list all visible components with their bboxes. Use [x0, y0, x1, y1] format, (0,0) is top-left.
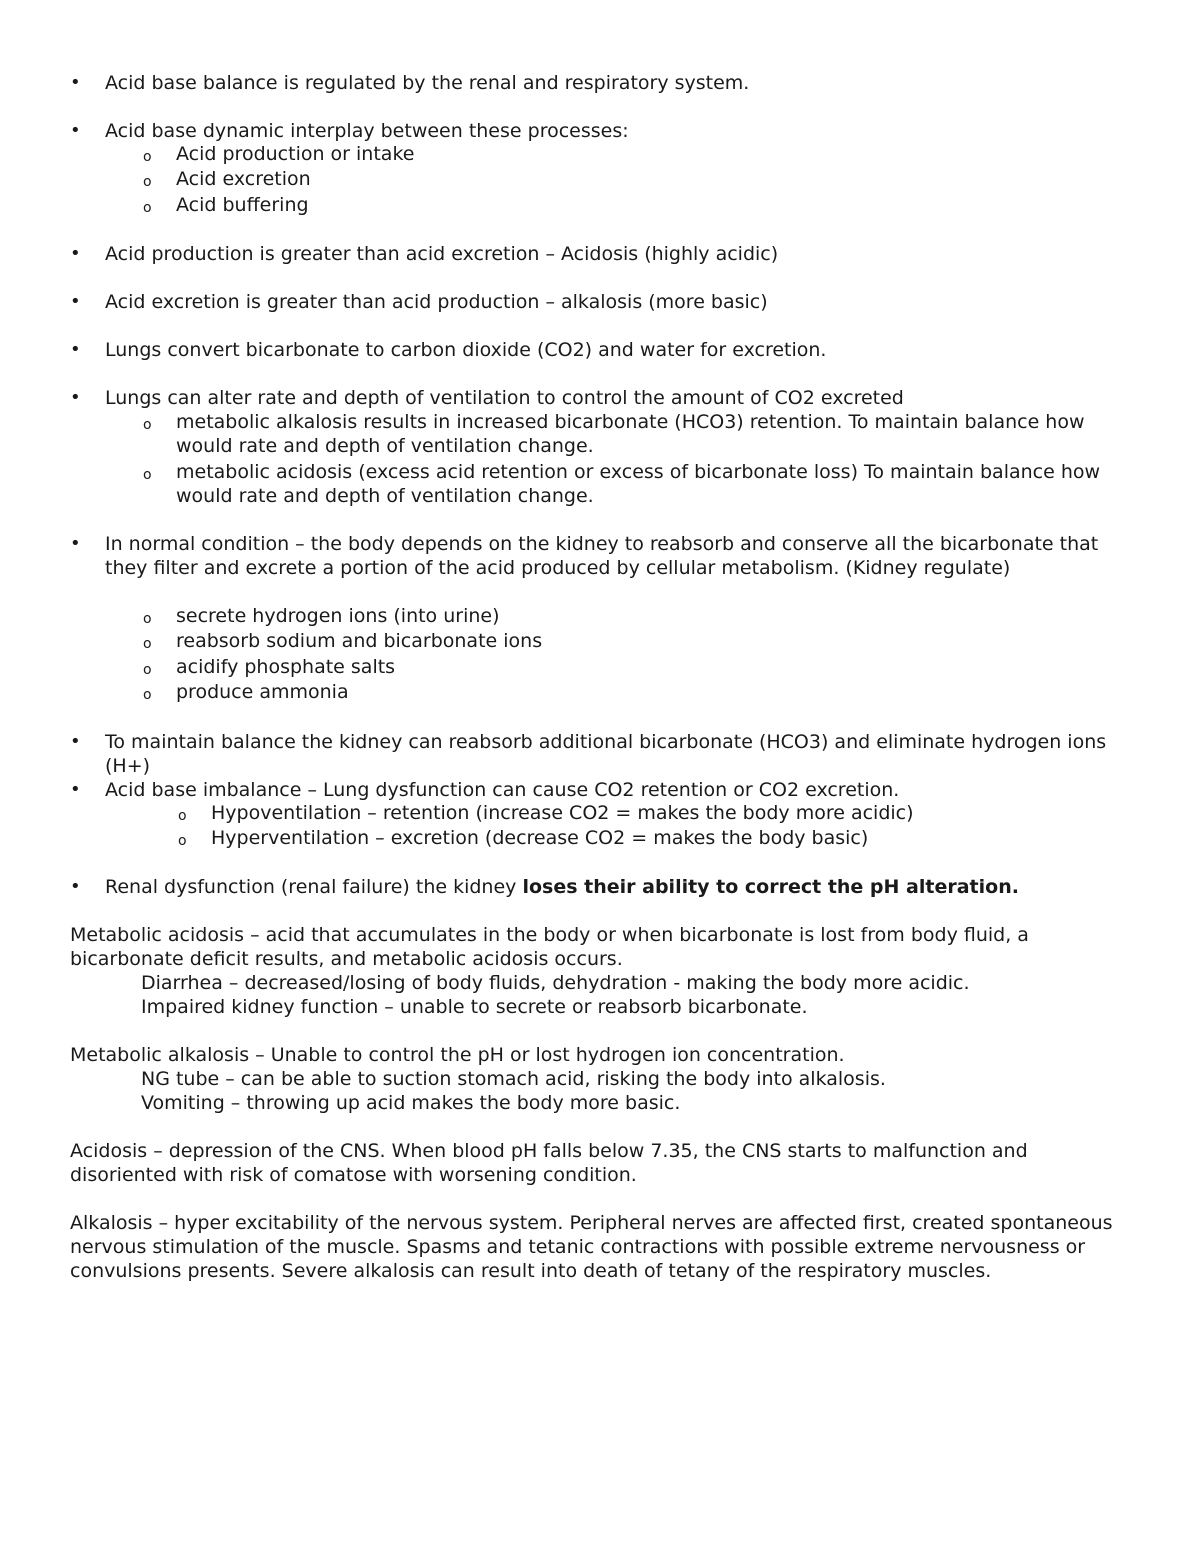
metabolic-alkalosis-paragraph: Metabolic alkalosis – Unable to control the pH or lost hydrogen ion concentration. [70, 1044, 845, 1066]
bullet-marker: • [70, 779, 81, 800]
sub-bullet-text: Acid production or intake [176, 143, 415, 165]
sub-bullet-marker: o [143, 662, 152, 678]
bullet-marker: • [70, 731, 81, 752]
sub-bullet-text: Hyperventilation – excretion (decrease CO2 = makes the body basic) [211, 827, 869, 849]
sub-bullet-text: Acid buffering [176, 194, 309, 216]
indented-line: Impaired kidney function – unable to secrete or reabsorb bicarbonate. [141, 996, 808, 1018]
sub-bullet-text: Hypoventilation – retention (increase CO2 = makes the body more acidic) [211, 802, 914, 824]
sub-bullet-text: acidify phosphate salts [176, 656, 396, 678]
bullet-text-plain: Renal dysfunction (renal failure) the kidney [105, 876, 523, 898]
bullet-text: Acid base dynamic interplay between these processes: [105, 120, 629, 142]
sub-bullet-marker: o [143, 174, 152, 190]
sub-bullet-marker: o [178, 808, 187, 824]
bullet-marker: • [70, 876, 81, 897]
sub-bullet-marker: o [143, 687, 152, 703]
bullet-text: To maintain balance the kidney can reabsorb additional bicarbonate (HCO3) and eliminate hydrogen ions (H+) [105, 731, 1107, 777]
sub-bullet-marker: o [143, 611, 152, 627]
metabolic-acidosis-paragraph: Metabolic acidosis – acid that accumulates in the body or when bicarbonate is lost from body fluid, a bicarbonate deficit results, and metabolic acidosis occurs. [70, 924, 1029, 970]
sub-bullet-text: reabsorb sodium and bicarbonate ions [176, 630, 543, 652]
indented-line: NG tube – can be able to suction stomach acid, risking the body into alkalosis. [141, 1068, 886, 1090]
bullet-text: In normal condition – the body depends on the kidney to reabsorb and conserve all the bicarbonate that they filter and excrete a portion of the acid produced by cellular metabolism. (Kidney regulate) [105, 533, 1099, 579]
alkalosis-paragraph: Alkalosis – hyper excitability of the nervous system. Peripheral nerves are affected first, created spontaneous nervous stimulation of the muscle. Spasms and tetanic contractions with possible extreme nervousness or convulsions presents. Severe alkalosis can result into death of tetany of the respiratory muscles. [70, 1212, 1113, 1282]
bullet-text [105, 875, 1145, 899]
bullet-marker: • [70, 243, 81, 264]
indented-line: Diarrhea – decreased/losing of body fluids, dehydration - making the body more acidic. [141, 972, 970, 994]
bullet-marker: • [70, 533, 81, 554]
bullet-text: Acid base balance is regulated by the renal and respiratory system. [105, 72, 750, 94]
sub-bullet-text: secrete hydrogen ions (into urine) [176, 605, 500, 627]
sub-bullet-marker: o [143, 149, 152, 165]
sub-bullet-marker: o [143, 467, 152, 483]
sub-bullet-marker: o [143, 417, 152, 433]
sub-bullet-text: metabolic acidosis (excess acid retention or excess of bicarbonate loss) To maintain balance how would rate and depth of ventilation change. [176, 461, 1101, 507]
bullet-marker: • [70, 387, 81, 408]
bullet-text-bold: loses their ability to correct the pH alteration. [522, 876, 1019, 898]
sub-bullet-marker: o [143, 200, 152, 216]
bullet-text: Lungs can alter rate and depth of ventilation to control the amount of CO2 excreted [105, 387, 904, 409]
sub-bullet-marker: o [143, 636, 152, 652]
sub-bullet-text: metabolic alkalosis results in increased bicarbonate (HCO3) retention. To maintain balance how would rate and depth of ventilation change. [176, 411, 1085, 457]
bullet-text: Lungs convert bicarbonate to carbon dioxide (CO2) and water for excretion. [105, 339, 827, 361]
sub-bullet-marker: o [178, 833, 187, 849]
bullet-text: Acid excretion is greater than acid production – alkalosis (more basic) [105, 291, 768, 313]
bullet-marker: • [70, 120, 81, 141]
bullet-marker: • [70, 291, 81, 312]
bullet-text: Acid production is greater than acid excretion – Acidosis (highly acidic) [105, 243, 779, 265]
sub-bullet-text: Acid excretion [176, 168, 311, 190]
indented-line: Vomiting – throwing up acid makes the body more basic. [141, 1092, 681, 1114]
bullet-marker: • [70, 339, 81, 360]
sub-bullet-text: produce ammonia [176, 681, 349, 703]
bullet-marker: • [70, 72, 81, 93]
bullet-text: Acid base imbalance – Lung dysfunction can cause CO2 retention or CO2 excretion. [105, 779, 900, 801]
acidosis-paragraph: Acidosis – depression of the CNS. When blood pH falls below 7.35, the CNS starts to malfunction and disoriented with risk of comatose with worsening condition. [70, 1140, 1028, 1186]
